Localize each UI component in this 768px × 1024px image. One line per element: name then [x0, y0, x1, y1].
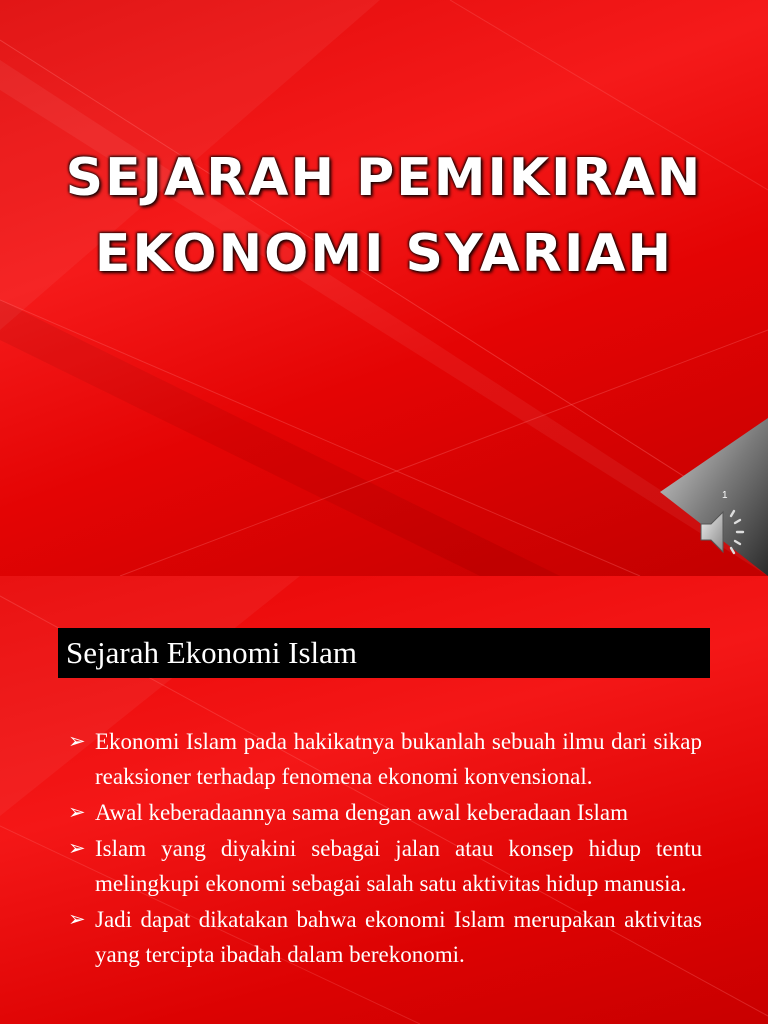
list-item: [68, 902, 702, 972]
speaker-audio-icon[interactable]: [697, 506, 749, 558]
slide-number: 1: [722, 490, 728, 501]
content-slide: [0, 576, 768, 1024]
bullet-text: Ekonomi Islam pada hakikatnya bukanlah sebuah ilmu dari sikap reaksioner terhadap fenomena ekonomi konvensional.: [95, 729, 702, 789]
bullet-arrow-icon: ➢: [68, 907, 86, 931]
bullet-text: Jadi dapat dikatakan bahwa ekonomi Islam merupakan aktivitas yang tercipta ibadah dalam berekonomi.: [95, 907, 702, 967]
list-item: [68, 724, 702, 794]
bullet-text: Islam yang diyakini sebagai jalan atau konsep hidup tentu melingkupi ekonomi sebagai salah satu aktivitas hidup manusia.: [95, 836, 702, 896]
bullet-arrow-icon: ➢: [68, 836, 86, 860]
bullet-arrow-icon: ➢: [68, 800, 86, 824]
title-line-2: EKONOMI SYARIAH: [94, 224, 674, 284]
slide-heading: Sejarah Ekonomi Islam: [66, 635, 357, 670]
list-item: [68, 831, 702, 901]
list-item: [68, 795, 702, 830]
title-line-1: SEJARAH PEMIKIRAN: [65, 148, 703, 208]
bullet-text: Awal keberadaannya sama dengan awal keberadaan Islam: [95, 800, 629, 825]
bullet-arrow-icon: ➢: [68, 729, 86, 753]
bullet-list: [68, 724, 702, 973]
slide-title: [0, 140, 768, 292]
heading-bar: [58, 628, 710, 678]
